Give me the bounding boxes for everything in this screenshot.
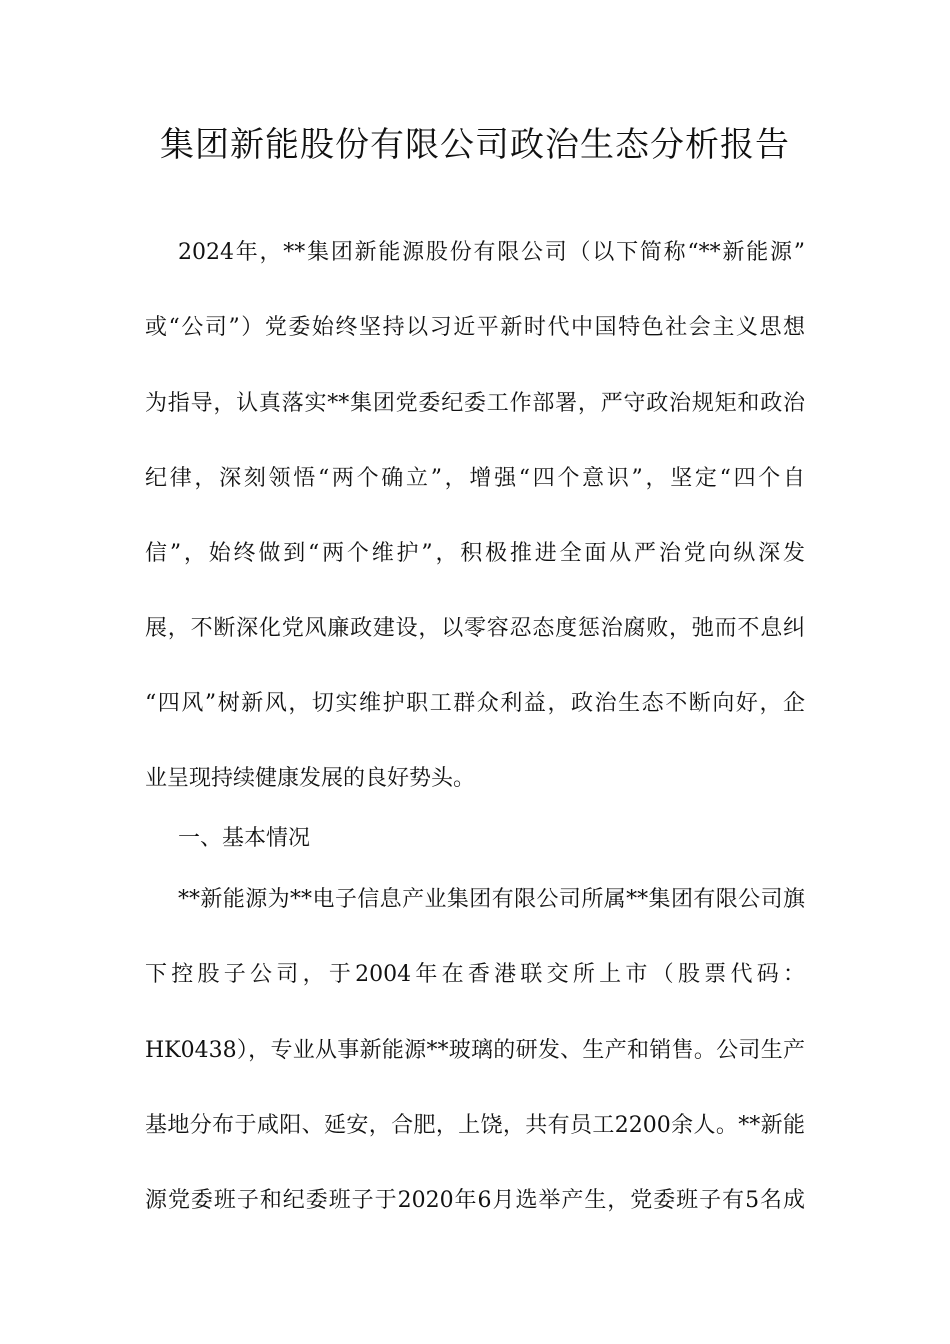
text-line: HK0438），专业从事新能源**玻璃的研发、生产和销售。公司生产 [145, 1038, 805, 1063]
text-line: 源党委班子和纪委班子于2020年6月选举产生，党委班子有5名成 [145, 1188, 805, 1213]
text-line: 2024年，**集团新能源股份有限公司（以下简称“**新能源” [178, 240, 805, 265]
text-line: **新能源为**电子信息产业集团有限公司所属**集团有限公司旗 [178, 887, 805, 912]
text-line: 信”，始终做到“两个维护”，积极推进全面从严治党向纵深发 [145, 541, 805, 566]
text-line: 业呈现持续健康发展的良好势头。 [145, 766, 476, 791]
text-line: 展，不断深化党风廉政建设，以零容忍态度惩治腐败，弛而不息纠 [145, 616, 805, 641]
text-line: 或“公司”）党委始终坚持以习近平新时代中国特色社会主义思想 [145, 315, 805, 340]
text-line: 下控股子公司，于2004年在香港联交所上市（股票代码： [145, 962, 805, 987]
document-title: 集团新能股份有限公司政治生态分析报告 [160, 125, 790, 165]
section-heading: 一、基本情况 [178, 826, 311, 851]
text-line: 基地分布于咸阳、延安，合肥，上饶，共有员工2200余人。**新能 [145, 1113, 805, 1138]
text-line: “四风”树新风，切实维护职工群众利益，政治生态不断向好，企 [145, 691, 805, 716]
text-line: 为指导，认真落实**集团党委纪委工作部署，严守政治规矩和政治 [145, 391, 805, 416]
text-line: 纪律，深刻领悟“两个确立”，增强“四个意识”，坚定“四个自 [145, 466, 805, 491]
